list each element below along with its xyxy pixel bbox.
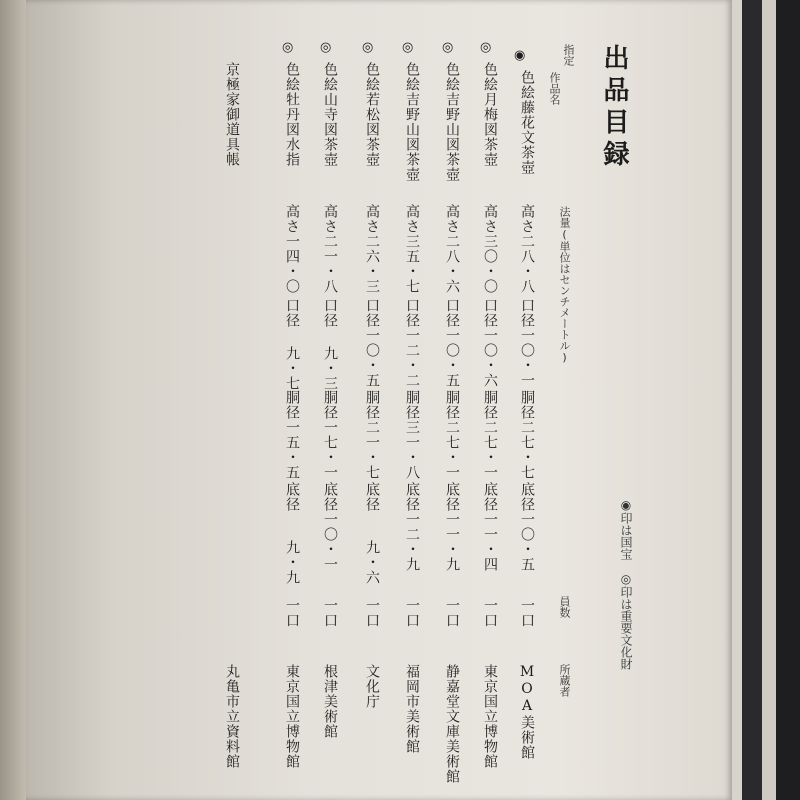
height-value: 高さ三五・七 <box>404 204 420 294</box>
book-cover-edge <box>776 0 800 800</box>
height-value: 高さ二八・六 <box>444 204 460 294</box>
height-value: 高さ三〇・〇 <box>482 204 498 294</box>
mouth-diameter-value: 口径一〇・五 <box>364 298 380 388</box>
mouth-diameter-value: 口径一〇・五 <box>444 298 460 388</box>
owner-value: 静嘉堂文庫美術館 <box>444 664 460 784</box>
owner-value: MOA美術館 <box>519 664 535 760</box>
body-diameter-value: 胴径二七・一 <box>482 390 498 480</box>
page-stack-edge <box>732 0 742 800</box>
important-property-mark: ◎ <box>442 40 454 55</box>
owner-value: 文化庁 <box>364 664 380 709</box>
base-diameter-value: 九・九 <box>284 540 300 585</box>
mouth-diameter-value: 九・七 <box>284 346 300 391</box>
book-cover-edge <box>742 0 762 800</box>
owner-value: 東京国立博物館 <box>284 664 300 769</box>
height-value: 高さ二六・三 <box>364 204 380 294</box>
owner-value: 東京国立博物館 <box>482 664 498 769</box>
national-treasure-mark: ◉ <box>514 48 526 63</box>
header-designation: 指定 <box>562 44 575 66</box>
body-diameter-value: 胴径二七・一 <box>444 390 460 480</box>
legend-national-treasure: ◉印は国宝 <box>619 498 633 560</box>
count-value: 一口 <box>444 598 460 628</box>
count-value: 一口 <box>482 598 498 628</box>
work-name: 色絵吉野山図茶壺 <box>404 62 420 182</box>
header-owner: 所蔵者 <box>558 664 571 697</box>
legend-important-cultural-property: ◎印は重要文化財 <box>619 572 633 670</box>
count-value: 一口 <box>404 598 420 628</box>
base-diameter-value: 底径一一・四 <box>482 482 498 572</box>
base-diameter-value: 底径一〇・一 <box>322 482 338 572</box>
base-diameter-value: 底径一一・九 <box>444 482 460 572</box>
count-value: 一口 <box>322 598 338 628</box>
count-value: 一口 <box>519 598 535 628</box>
body-diameter-value: 胴径二一・七 <box>364 390 380 480</box>
height-value: 高さ一四・〇 <box>284 204 300 294</box>
body-diameter-value: 胴径一七・一 <box>322 390 338 480</box>
work-name: 京極家御道具帳 <box>224 62 240 167</box>
header-dimensions: 法量(単位はセンチメートル) <box>558 206 571 364</box>
important-property-mark: ◎ <box>402 40 414 55</box>
header-work-name: 作品名 <box>548 72 561 105</box>
height-value: 高さ二一・八 <box>322 204 338 294</box>
header-count: 員数 <box>558 596 571 618</box>
page-title: 出品目録 <box>599 44 629 172</box>
owner-value: 根津美術館 <box>322 664 338 739</box>
count-value: 一口 <box>284 598 300 628</box>
mouth-diameter-value: 九・三 <box>322 346 338 391</box>
base-diameter-value: 九・六 <box>364 540 380 585</box>
important-property-mark: ◎ <box>320 40 332 55</box>
work-name: 色絵若松図茶壺 <box>364 62 380 167</box>
mouth-diameter-value: 口径一〇・一 <box>519 298 535 388</box>
mouth-diameter-value: 口径一二・二 <box>404 298 420 388</box>
important-property-mark: ◎ <box>282 40 294 55</box>
work-name: 色絵山寺図茶壺 <box>322 62 338 167</box>
work-name: 色絵藤花文茶壺 <box>519 70 535 175</box>
owner-value: 丸亀市立資料館 <box>224 664 240 769</box>
body-diameter-value: 胴径二七・七 <box>519 390 535 480</box>
mouth-diameter-label: 口径 <box>322 298 338 328</box>
work-name: 色絵月梅図茶壺 <box>482 62 498 167</box>
base-diameter-value: 底径一二・九 <box>404 482 420 572</box>
important-property-mark: ◎ <box>480 40 492 55</box>
work-name: 色絵牡丹図水指 <box>284 62 300 167</box>
page-stack-edge <box>762 0 776 800</box>
mouth-diameter-label: 口径 <box>284 298 300 328</box>
base-diameter-value: 底径一〇・五 <box>519 482 535 572</box>
body-diameter-value: 胴径三一・八 <box>404 390 420 480</box>
body-diameter-value: 胴径一五・五 <box>284 390 300 480</box>
base-diameter-label: 底径 <box>364 482 380 512</box>
work-name: 色絵吉野山図茶壺 <box>444 62 460 182</box>
mouth-diameter-value: 口径一〇・六 <box>482 298 498 388</box>
important-property-mark: ◎ <box>362 40 374 55</box>
height-value: 高さ二八・八 <box>519 204 535 294</box>
owner-value: 福岡市美術館 <box>404 664 420 754</box>
base-diameter-label: 底径 <box>284 482 300 512</box>
count-value: 一口 <box>364 598 380 628</box>
